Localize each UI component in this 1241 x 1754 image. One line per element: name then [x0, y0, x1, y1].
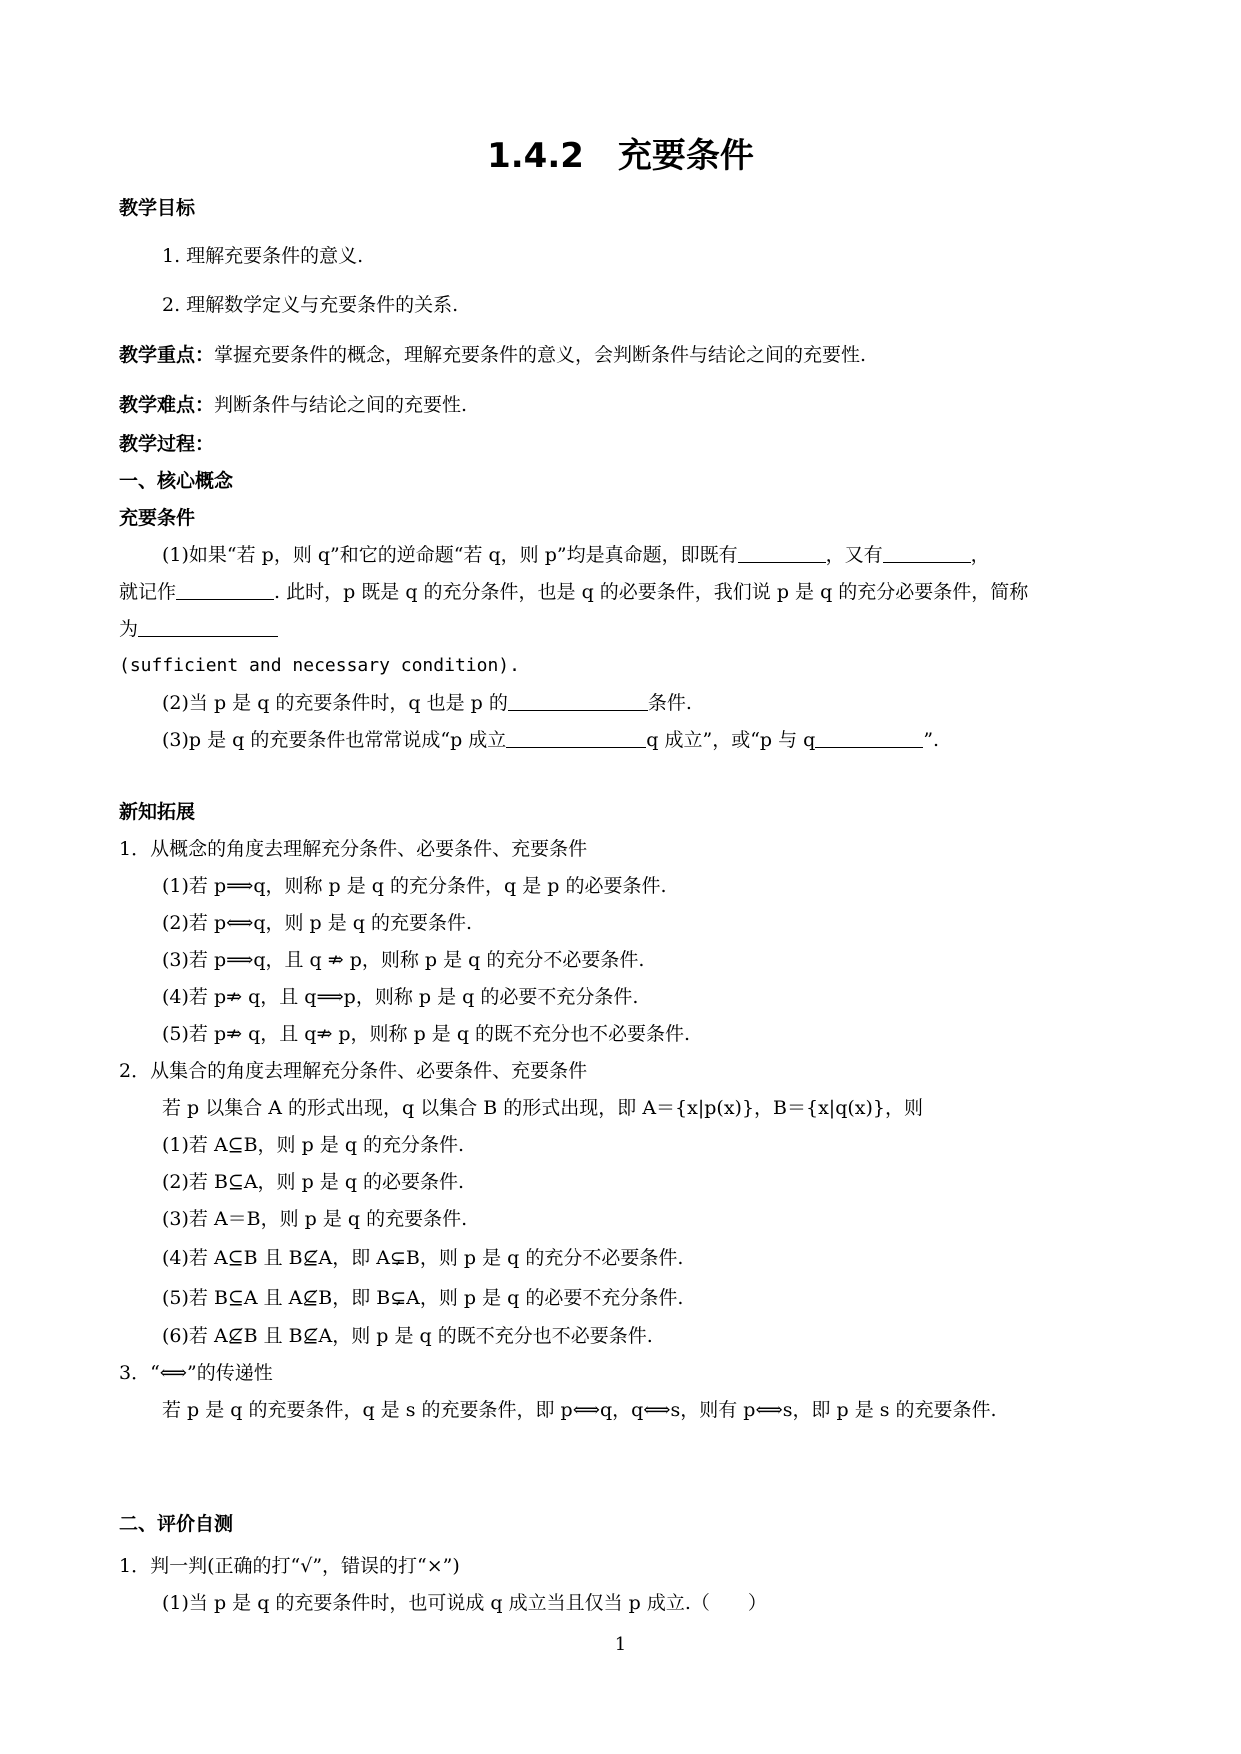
extension-part2-item: (2)若 B⊆A，则 p 是 q 的必要条件. — [162, 1171, 465, 1193]
objectives-heading: 教学目标 — [119, 197, 196, 219]
page-title: 1.4.2 充要条件 — [487, 136, 754, 176]
difficulty-label: 教学难点： — [119, 394, 215, 416]
fill-blank-2[interactable] — [883, 544, 971, 563]
extension-part3-title: 3．“⟺”的传递性 — [119, 1362, 273, 1384]
question1-item1: (1)当 p 是 q 的充要条件时，也可说成 q 成立当且仅当 p 成立.（ ） — [162, 1592, 767, 1614]
section1-heading: 一、核心概念 — [119, 470, 234, 492]
fill-blank-5[interactable] — [508, 692, 648, 711]
objective-2: 2. 理解数学定义与充要条件的关系. — [162, 294, 459, 316]
concept-p1-text-b: ，又有 — [825, 544, 883, 566]
objective-1: 1. 理解充要条件的意义. — [162, 245, 364, 267]
extension-part2-item: (6)若 A⊈B 且 B⊈A，则 p 是 q 的既不充分也不必要条件. — [162, 1325, 653, 1347]
extension-part2-intro: 若 p 以集合 A 的形式出现，q 以集合 B 的形式出现，即 A＝{x|p(x)}，B＝{x|q(x)}，则 — [162, 1097, 924, 1119]
section2-heading: 二、评价自测 — [119, 1513, 234, 1535]
extension-part1-item: (2)若 p⟺q，则 p 是 q 的充要条件. — [162, 912, 473, 934]
extension-part2-title: 2．从集合的角度去理解充分条件、必要条件、充要条件 — [119, 1060, 588, 1082]
fill-blank-1[interactable] — [738, 544, 826, 563]
extension-heading: 新知拓展 — [119, 801, 196, 823]
extension-part1-item: (5)若 p⇏ q，且 q⇏ p，则称 p 是 q 的既不充分也不必要条件. — [162, 1023, 691, 1045]
concept-p1-line3 — [119, 617, 278, 641]
key-point — [119, 343, 866, 367]
extension-part2-item: (1)若 A⊆B，则 p 是 q 的充分条件. — [162, 1134, 465, 1156]
concept-p1-line2 — [119, 580, 1028, 604]
extension-part1-item: (3)若 p⟹q，且 q ⇏ p，则称 p 是 q 的充分不必要条件. — [162, 949, 645, 971]
concept-p3-text-b: q 成立”，或“p 与 q — [646, 729, 816, 751]
concept-p1-text-e: . 此时，p 既是 q 的充分条件，也是 q 的必要条件，我们说 p 是 q 的充分必要条件，简称 — [274, 581, 1029, 603]
fill-blank-6[interactable] — [506, 729, 646, 748]
extension-part2-item: (4)若 A⊆B 且 B⊈A，即 A⊊B，则 p 是 q 的充分不必要条件. — [162, 1247, 684, 1269]
key-point-label: 教学重点： — [119, 344, 215, 366]
concept-p1-text-a: (1)如果“若 p，则 q”和它的逆命题“若 q，则 p”均是真命题，即既有 — [162, 544, 738, 566]
concept-p1-text-d: 就记作 — [119, 581, 177, 603]
concept-p2-text-b: 条件. — [647, 692, 692, 714]
concept-p3 — [162, 728, 939, 752]
concept-p3-text-a: (3)p 是 q 的充要条件也常常说成“p 成立 — [162, 729, 507, 751]
question1-title: 1．判一判(正确的打“√”，错误的打“×”) — [119, 1555, 460, 1577]
concept-p1-text-c: ， — [970, 544, 990, 566]
process-heading: 教学过程： — [119, 433, 215, 455]
difficulty — [119, 393, 467, 417]
extension-part2-item: (5)若 B⊆A 且 A⊈B，即 B⊊A，则 p 是 q 的必要不充分条件. — [162, 1287, 684, 1309]
concept-p2-text-a: (2)当 p 是 q 的充要条件时，q 也是 p 的 — [162, 692, 508, 714]
difficulty-text: 判断条件与结论之间的充要性. — [214, 394, 468, 416]
key-point-text: 掌握充要条件的概念，理解充要条件的意义，会判断条件与结论之间的充要性. — [214, 344, 867, 366]
extension-part1-item: (4)若 p⇏ q，且 q⟹p，则称 p 是 q 的必要不充分条件. — [162, 986, 639, 1008]
concept-p1-text-f: 为 — [119, 618, 139, 640]
section1-subheading: 充要条件 — [119, 507, 196, 529]
fill-blank-7[interactable] — [815, 729, 923, 748]
concept-p1-english: (sufficient and necessary condition). — [119, 655, 520, 676]
concept-p3-text-c: ”. — [923, 729, 940, 751]
fill-blank-4[interactable] — [138, 618, 278, 637]
concept-p2 — [162, 691, 692, 715]
page-number: 1 — [614, 1634, 627, 1655]
concept-p1-line1 — [162, 543, 990, 567]
extension-part1-title: 1．从概念的角度去理解充分条件、必要条件、充要条件 — [119, 838, 588, 860]
fill-blank-3[interactable] — [176, 581, 274, 600]
extension-part2-item: (3)若 A＝B，则 p 是 q 的充要条件. — [162, 1208, 468, 1230]
extension-part1-item: (1)若 p⟹q，则称 p 是 q 的充分条件，q 是 p 的必要条件. — [162, 875, 667, 897]
extension-part3-text: 若 p 是 q 的充要条件，q 是 s 的充要条件，即 p⟺q，q⟺s，则有 p⟺s，即 p 是 s 的充要条件. — [162, 1399, 997, 1421]
